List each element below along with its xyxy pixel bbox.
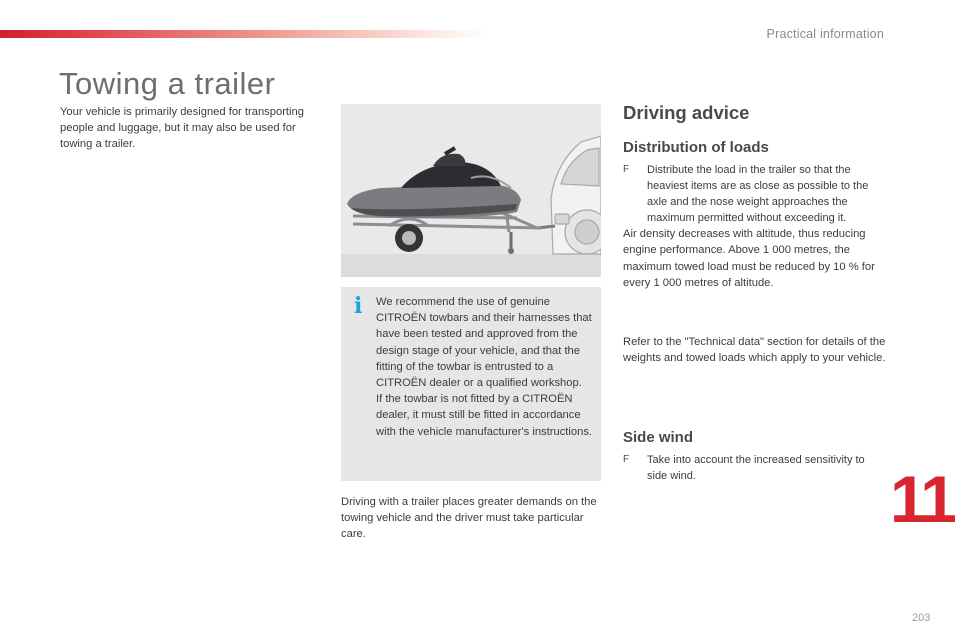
info-box-paragraph-1: We recommend the use of genuine CITROËN towbars and their harnesses that have been tested and approved from the design stage of your vehicle, and that the fitting of the towbar is entrusted to a CITROËN dealer or a qualified workshop. <box>376 296 592 390</box>
chapter-number: 11 <box>890 462 954 536</box>
info-box-text <box>376 294 594 440</box>
air-density-paragraph: Air density decreases with altitude, thus reducing engine performance. Above 1 000 metres, the maximum towed load must be reduced by 10 % for every 1 000 metres of altitude. <box>623 228 875 290</box>
jetski-shape <box>347 148 521 218</box>
page-number: 203 <box>912 612 931 624</box>
driving-advice-heading: Driving advice <box>623 102 750 123</box>
intro-paragraph: Your vehicle is primarily designed for transporting people and luggage, but it may also be used for towing a trailer. <box>60 106 304 150</box>
page-title: Towing a trailer <box>59 66 276 101</box>
info-icon: i <box>354 293 363 319</box>
jetski-trailer-drawing <box>341 104 601 277</box>
header-color-band <box>0 30 490 38</box>
distribution-heading: Distribution of loads <box>623 139 769 156</box>
side-wind-heading: Side wind <box>623 429 694 446</box>
side-wind-bullet-text: Take into account the increased sensitivity to side wind. <box>647 454 865 482</box>
info-box <box>341 287 601 481</box>
driving-demands-paragraph: Driving with a trailer places greater demands on the towing vehicle and the driver must take particular care. <box>341 496 597 541</box>
bullet-arrow-icon: F <box>623 164 630 175</box>
info-box-paragraph-2: If the towbar is not fitted by a CITROËN dealer, it must still be fitted in accordance with the vehicle manufacturer's instructions. <box>376 393 593 438</box>
technical-data-reference: Refer to the "Technical data" section for details of the weights and towed loads which apply to your vehicle. <box>623 336 886 365</box>
bullet-arrow-icon: F <box>623 454 630 465</box>
section-header: Practical information <box>766 27 884 41</box>
trailer-illustration <box>341 104 601 277</box>
distribution-bullet-text: Distribute the load in the trailer so that the heaviest items are as close as possible to the axle and the nose weight approaches the maximum permitted without exceeding it. <box>647 164 869 224</box>
car-rear-shape <box>551 136 601 254</box>
